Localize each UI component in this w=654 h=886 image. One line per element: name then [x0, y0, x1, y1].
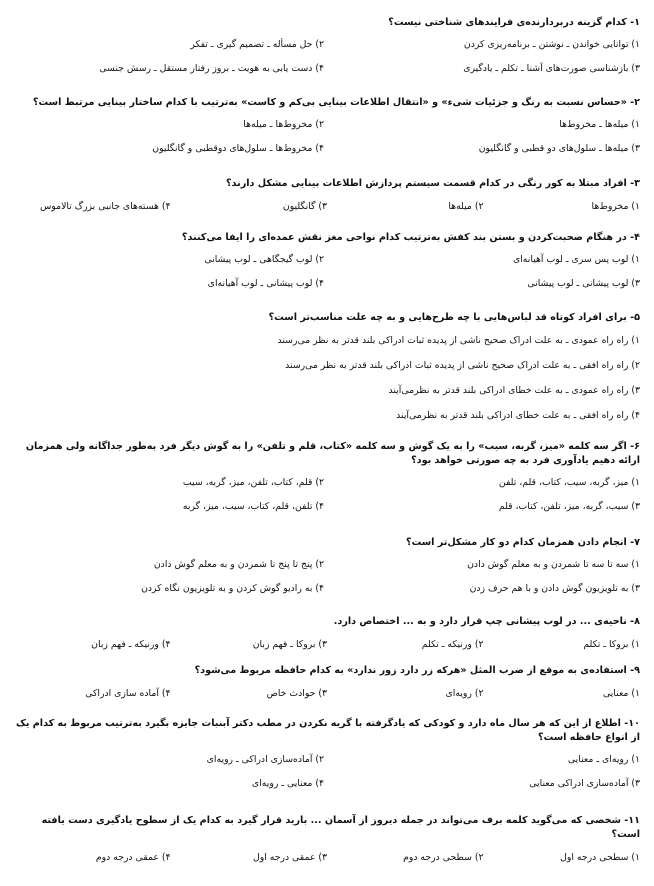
option-1: ۱) سه تا سه تا شمردن و به معلم گوش دادن — [467, 559, 640, 570]
option-4: ۴) راه راه افقی ـ به علت خطای ادراکی بلند قدتر به نظرمی‌آیند — [396, 410, 640, 421]
question-stem: ۱۱- شخصی که می‌گوید کلمه برف می‌تواند در جمله دیروز از آسمان ... بارید قرار گیرد به کدام یک از سطوح یادگیری دست یافته است؟ — [41, 815, 640, 840]
option-3: ۳) به تلویزیون گوش دادن و با هم حرف زدن — [469, 583, 640, 594]
option-4: ۴) آماده سازی ادراکی — [85, 688, 171, 699]
question-9 — [14, 664, 640, 701]
options — [14, 253, 640, 301]
question-2 — [14, 96, 640, 166]
option-1: ۱) مخروط‌ها — [591, 201, 640, 212]
option-4: ۴) مخروط‌ها ـ سلول‌های دوقطبی و گانگلیون — [152, 143, 324, 154]
options — [14, 687, 640, 701]
question-5 — [14, 311, 640, 434]
option-4: ۴) لوب پیشانی ـ لوب آهیانه‌ای — [207, 278, 324, 289]
question-3 — [14, 177, 640, 214]
option-2: ۲) پنج تا پنج تا شمردن و به معلم گوش دادن — [153, 559, 324, 570]
question-stem: ۱- کدام گزینه دربردارنده‌ی فرایندهای شناختی نیست؟ — [388, 17, 640, 28]
option-2: ۲) مخروط‌ها ـ میله‌ها — [243, 119, 324, 130]
question-stem: ۸- ناحیه‌ی ... در لوب پیشانی چپ قرار دارد و به ... اختصاص دارد. — [333, 616, 640, 627]
option-1: ۱) سطحی درجه اول — [560, 852, 640, 863]
option-1: ۱) توانایی خواندن ـ نوشتن ـ برنامه‌ریزی کردن — [463, 39, 640, 50]
question-8 — [14, 615, 640, 652]
option-2: ۲) ورنیکه ـ تکلم — [421, 639, 484, 650]
question-7 — [14, 536, 640, 606]
option-1: ۱) میله‌ها ـ مخروط‌ها — [559, 119, 640, 130]
option-3: ۳) حوادث خاص — [266, 688, 327, 699]
question-1 — [14, 16, 640, 86]
option-2: ۲) میله‌ها — [448, 201, 484, 212]
option-1: ۱) میز، گربه، سیب، کتاب، قلم، تلفن — [498, 477, 640, 488]
option-2: ۲) لوب گیجگاهی ـ لوب پیشانی — [204, 254, 324, 265]
options — [14, 476, 640, 524]
option-4: ۴) دست یابی به هویت ـ بروز رفتار مستقل ـ رسش جنسی — [99, 63, 324, 74]
question-stem: ۷- انجام دادن همزمان کدام دو کار مشکل‌تر است؟ — [406, 537, 640, 548]
options — [14, 638, 640, 652]
option-3: ۳) راه راه عمودی ـ به علت خطای ادراکی بلند قدتر به نظرمی‌آیند — [388, 385, 640, 396]
question-stem: ۳- افراد مبتلا به کور رنگی در کدام قسمت سیستم پردازش اطلاعات بینایی مشکل دارند؟ — [225, 178, 640, 189]
option-3: ۳) بازشناسی صورت‌های آشنا ـ تکلم ـ یادگیری — [463, 63, 640, 74]
question-10 — [14, 717, 640, 801]
option-4: ۴) معنایی ـ رویه‌ای — [251, 778, 324, 789]
option-3: ۳) میله‌ها ـ سلول‌های دو قطبی و گانگلیون — [478, 143, 640, 154]
question-4 — [14, 231, 640, 301]
option-1: ۱) معنایی — [602, 688, 640, 699]
option-1: ۱) رویه‌ای ـ معنایی — [567, 754, 640, 765]
question-stem: ۶- اگر سه کلمه «میز، گربه، سیب» را به یک گوش و سه کلمه «کتاب، قلم و تلفن» را به گوش دیگر فرد به‌طور جداگانه ولی همزمان ارائه دهیم یادآوری فرد به چه صورتی خواهد بود؟ — [25, 441, 640, 466]
option-3: ۳) عمقی درجه اول — [252, 852, 327, 863]
options — [14, 334, 640, 423]
option-1: ۱) بروکا ـ تکلم — [583, 639, 640, 650]
question-stem: ۱۰- اطلاع از این که هر سال ماه دارد و کودکی که یادگرفته با گریه نکردن در مطب دکتر آبنبات جایزه بگیرد به‌ترتیب مربوط به کدام یک از انواع حافظه است؟ — [16, 718, 640, 743]
option-4: ۴) به رادیو گوش کردن و به تلویزیون نگاه کردن — [141, 583, 324, 594]
option-2: ۲) حل مسأله ـ تصمیم گیری ـ تفکر — [190, 39, 324, 50]
option-2: ۲) سطحی درجه دوم — [403, 852, 484, 863]
question-stem: ۲- «حساس نسبت به رنگ و جزئیات شیء» و «انتقال اطلاعات بینایی بی‌کم و کاست» به‌ترتیب با کدام ساختار بینایی مرتبط است؟ — [32, 97, 640, 108]
option-3: ۳) بروکا ـ فهم زبان — [252, 639, 327, 650]
option-3: ۳) آماده‌سازی ادراکی معنایی — [529, 778, 640, 789]
options — [14, 851, 640, 865]
option-2: ۲) راه راه افقی ـ به علت ادراک صحیح ناشی از پدیده ثبات ادراکی بلند قدتر به نظر می‌رسند — [285, 360, 640, 371]
option-4: ۴) ورنیکه ـ فهم زبان — [91, 639, 171, 650]
option-3: ۳) گانگلیون — [282, 201, 327, 212]
question-stem: ۴- در هنگام صحبت‌کردن و بستن بند کفش به‌ترتیب کدام نواحی مغز نقش عمده‌ای را ایفا می‌کنند؟ — [181, 232, 640, 243]
option-4: ۴) تلفن، قلم، کتاب، سیب، میز، گربه — [182, 501, 324, 512]
options — [14, 118, 640, 166]
option-4: ۴) هسته‌های جانبی بزرگ تالاموس — [39, 201, 171, 212]
options — [14, 38, 640, 86]
option-2: ۲) رویه‌ای — [445, 688, 484, 699]
question-11 — [14, 814, 640, 865]
options — [14, 753, 640, 801]
question-stem: ۵- برای افراد کوتاه قد لباس‌هایی با چه طرح‌هایی و به چه علت مناسب‌تر است؟ — [268, 312, 640, 323]
option-3: ۳) سیب، گربه، میز، تلفن، کتاب، قلم — [498, 501, 640, 512]
option-3: ۳) لوب پیشانی ـ لوب پیشانی — [527, 278, 640, 289]
option-1: ۱) لوب پس سری ـ لوب آهیانه‌ای — [512, 254, 640, 265]
option-2: ۲) آماده‌سازی ادراکی ـ رویه‌ای — [206, 754, 324, 765]
question-stem: ۹- استفاده‌ی به موقع از ضرب المثل «هرکه زر دارد زور ندارد» به کدام حافظه مربوط می‌شود؟ — [194, 665, 640, 676]
question-6 — [14, 440, 640, 524]
option-4: ۴) عمقی درجه دوم — [95, 852, 171, 863]
option-1: ۱) راه راه عمودی ـ به علت ادراک صحیح ناشی از پدیده ثبات ادراکی بلند قدتر به نظر می‌رسند — [277, 335, 640, 346]
options — [14, 200, 640, 214]
option-2: ۲) قلم، کتاب، تلفن، میز، گربه، سیب — [182, 477, 324, 488]
options — [14, 558, 640, 606]
